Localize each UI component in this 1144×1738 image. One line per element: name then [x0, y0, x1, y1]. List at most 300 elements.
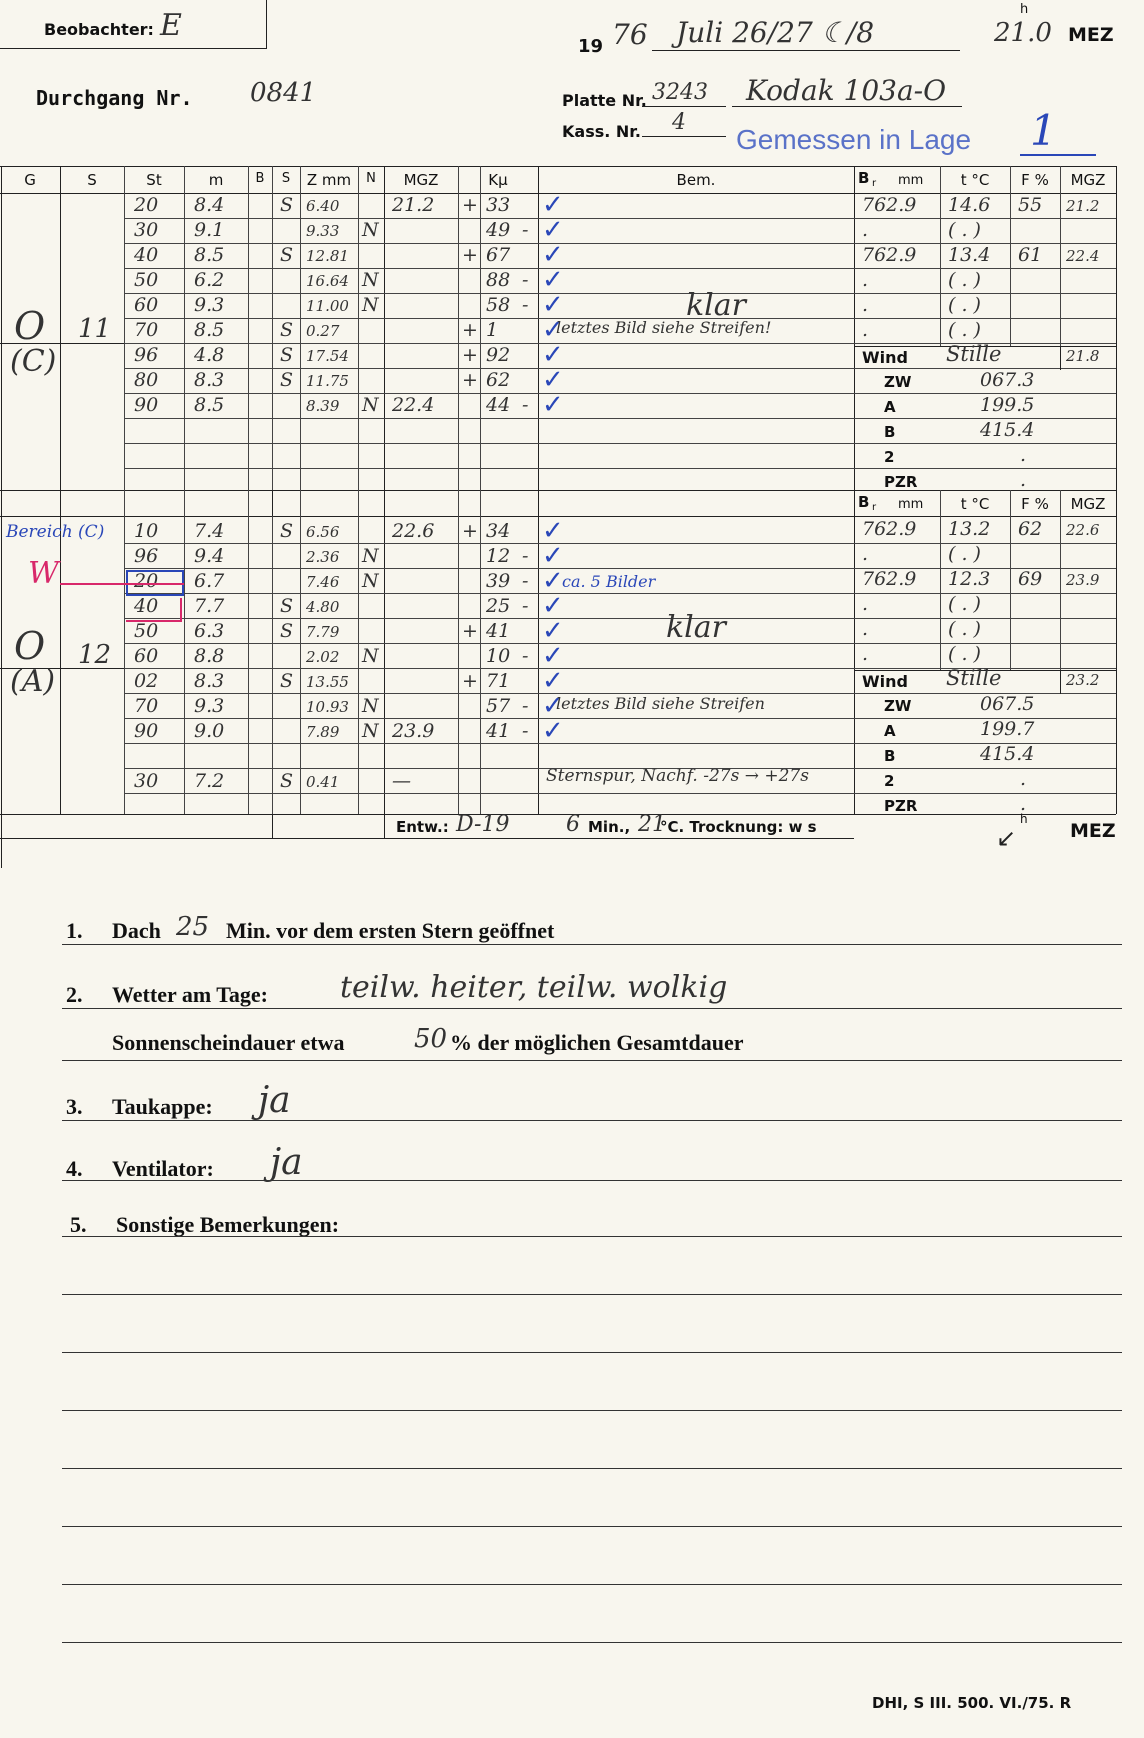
baro-cell: .	[862, 294, 869, 316]
q2b-line	[62, 1060, 1122, 1061]
stamp-underline	[1020, 154, 1096, 156]
header-f: F %	[1021, 171, 1049, 189]
header-br-unit: mm	[898, 173, 924, 188]
col-line-5	[300, 166, 301, 814]
mgz-cell: —	[392, 770, 411, 792]
m-cell: 4.8	[194, 344, 225, 366]
q2-num: 2.	[66, 982, 83, 1007]
k-cell: 12	[486, 545, 511, 567]
st-cell: 40	[134, 595, 159, 617]
col-line-11	[854, 166, 855, 814]
q2-line	[62, 1008, 1122, 1009]
check-mark-icon: ✓	[542, 716, 564, 746]
s-flag-cell: S	[280, 369, 294, 391]
entw-end-sup: h	[1020, 812, 1028, 826]
humidity-cell: 62	[1018, 518, 1043, 540]
humidity-cell: 61	[1018, 244, 1043, 266]
st-cell: 20	[134, 194, 159, 216]
rcol-a-1	[1010, 166, 1011, 346]
st-cell: 96	[134, 545, 159, 567]
wind-mgz: 21.8	[1066, 347, 1100, 365]
kass-line	[642, 136, 726, 137]
st-cell: 70	[134, 319, 159, 341]
m-cell: 9.1	[194, 219, 225, 241]
temp-cell: ( . )	[948, 269, 981, 291]
s1-rrow-line-1	[854, 218, 1116, 219]
z-cell: 8.39	[306, 397, 340, 415]
pzr-value: .	[1020, 469, 1027, 491]
temp-cell: ( . )	[948, 319, 981, 341]
q1-num: 1.	[66, 918, 83, 943]
col-line-2	[184, 166, 185, 814]
q3-label: Taukappe:	[112, 1094, 213, 1119]
entw-label: Entw.:	[396, 818, 449, 836]
entw-dev: D-19	[456, 812, 510, 837]
k-cell: 34	[486, 520, 511, 542]
entw-col-0	[272, 814, 273, 838]
z-cell: 12.81	[306, 247, 349, 265]
g-sub: (C)	[10, 344, 57, 379]
date-text: Juli 26/27 ☾/8	[676, 16, 875, 49]
right-border	[1116, 166, 1117, 814]
k-cell: 58	[486, 294, 511, 316]
st-cell: 40	[134, 244, 159, 266]
z-cell: 0.41	[306, 773, 340, 791]
s-flag-cell: S	[280, 194, 294, 216]
s1-rrow-line-3	[854, 268, 1116, 269]
baro-cell: .	[862, 319, 869, 341]
g-sub: (A)	[10, 664, 56, 699]
time-value: 21.0	[994, 18, 1052, 48]
k-sign-cell: -	[522, 545, 529, 567]
q5-line-3	[62, 1352, 1122, 1353]
s-flag-cell: S	[280, 595, 294, 617]
header-n: N	[366, 171, 376, 186]
check-mark-icon: ✓	[542, 240, 564, 270]
k-sign-cell: -	[522, 595, 529, 617]
k-cell: 25	[486, 595, 511, 617]
sign-cell: +	[462, 620, 478, 642]
mgz-cell: 21.2	[392, 194, 435, 216]
n-cell: N	[362, 394, 379, 416]
st-cell: 70	[134, 695, 159, 717]
s1-rrow-line-4	[854, 293, 1116, 294]
check-mark-icon: ✓	[542, 591, 564, 621]
temp-cell: ( . )	[948, 294, 981, 316]
bem-stern-2: Sternspur, Nachf. -27s → +27s	[546, 766, 809, 786]
st-cell: 90	[134, 394, 159, 416]
q2-value: teilw. heiter, teilw. wolkig	[340, 970, 728, 1005]
m-cell: 9.4	[194, 545, 225, 567]
q5-line-6	[62, 1526, 1122, 1527]
st-cell: 60	[134, 294, 159, 316]
entw-end-tz: MEZ	[1070, 820, 1116, 842]
a-value: 199.7	[980, 718, 1035, 740]
m-cell: 6.7	[194, 570, 225, 592]
st-cell: 50	[134, 620, 159, 642]
pzr-label: PZR	[884, 797, 918, 815]
wind-mgz: 23.2	[1066, 671, 1100, 689]
k-cell: 49	[486, 219, 511, 241]
s1-row-line-9	[124, 418, 854, 419]
bereich-note: Bereich (C)	[6, 522, 105, 542]
m-cell: 7.4	[194, 520, 225, 542]
k-sign-cell: -	[522, 219, 529, 241]
z-cell: 11.75	[306, 372, 349, 390]
s2-row-line-9	[124, 743, 854, 744]
header-s: S	[87, 171, 97, 189]
rcol-a-2	[1060, 166, 1061, 346]
n-cell: N	[362, 545, 379, 567]
b-value: 415.4	[980, 419, 1035, 441]
n-cell: N	[362, 294, 379, 316]
rcol-a-0	[940, 166, 941, 346]
temp-cell: 14.6	[948, 194, 991, 216]
kass-label: Kass. Nr.	[562, 122, 641, 141]
header-br: B	[858, 169, 870, 187]
entw-top	[0, 814, 854, 815]
baro-cell: .	[862, 593, 869, 615]
baro-cell: 762.9	[862, 194, 917, 216]
st-cell: 80	[134, 369, 159, 391]
z-cell: 6.40	[306, 197, 340, 215]
s2-row-line-11	[124, 793, 854, 794]
z-cell: 13.55	[306, 673, 349, 691]
q5-line-1	[62, 1236, 1122, 1237]
entw-min: 6	[566, 812, 580, 837]
st-cell: 30	[134, 219, 159, 241]
m-cell: 9.0	[194, 720, 225, 742]
durchgang-value: 0841	[250, 78, 317, 108]
s-value: 12	[78, 640, 112, 670]
q2b-value: 50	[414, 1024, 448, 1054]
z-cell: 7.79	[306, 623, 340, 641]
temp-cell: ( . )	[948, 593, 981, 615]
b-label: B	[884, 747, 896, 765]
s1-wind-mgz-v	[1060, 346, 1061, 370]
m-cell: 6.2	[194, 269, 225, 291]
b-label: B	[884, 423, 896, 441]
s2-row-line-2	[124, 568, 854, 569]
b-value: 415.4	[980, 743, 1035, 765]
check-mark-icon: ✓	[542, 616, 564, 646]
m-cell: 9.3	[194, 695, 225, 717]
g-value: O	[14, 304, 46, 348]
temp-cell: 12.3	[948, 568, 991, 590]
s-flag-cell: S	[280, 770, 294, 792]
s2-rrow-line-1	[854, 543, 1116, 544]
kass-value: 4	[672, 110, 686, 135]
sign-cell: +	[462, 194, 478, 216]
st-cell: 30	[134, 770, 159, 792]
s1-rrow-line-5	[854, 318, 1116, 319]
check-mark-icon: ✓	[542, 666, 564, 696]
q3-num: 3.	[66, 1094, 83, 1119]
header-f-2: F %	[1021, 495, 1049, 513]
s1-rrow-line-11	[854, 468, 1116, 469]
a-value: 199.5	[980, 394, 1035, 416]
check-mark-icon: ✓	[542, 315, 564, 345]
weather-mgz-cell: 22.6	[1066, 521, 1100, 539]
humidity-cell: 69	[1018, 568, 1043, 590]
check-mark-icon: ✓	[542, 215, 564, 245]
weather-mgz-cell: 22.4	[1066, 247, 1100, 265]
s-flag-cell: S	[280, 520, 294, 542]
temp-cell: 13.4	[948, 244, 991, 266]
weather-mgz-cell: 23.9	[1066, 571, 1100, 589]
header-br-2: B	[858, 493, 870, 511]
z-cell: 7.46	[306, 573, 340, 591]
year-prefix: 19	[578, 36, 604, 57]
s2-row-line-4	[124, 618, 854, 619]
s2-row-line-5	[124, 643, 854, 644]
st-cell: 50	[134, 269, 159, 291]
entw-min-label: Min.,	[588, 818, 631, 836]
check-mark-icon: ✓	[542, 265, 564, 295]
header-br-sub-2: r	[872, 502, 877, 513]
bem-klar-2: klar	[666, 610, 726, 645]
pzr-value: .	[1020, 793, 1027, 815]
m-cell: 7.7	[194, 595, 225, 617]
s2-wind-mgz-v	[1060, 670, 1061, 694]
s-flag-cell: S	[280, 244, 294, 266]
q5-line-2	[62, 1294, 1122, 1295]
gemessen-stamp: Gemessen in Lage	[736, 124, 972, 155]
z-cell: 7.89	[306, 723, 340, 741]
n-cell: N	[362, 645, 379, 667]
m-cell: 6.3	[194, 620, 225, 642]
k-cell: 92	[486, 344, 511, 366]
k-cell: 10	[486, 645, 511, 667]
baro-cell: .	[862, 543, 869, 565]
s2-rrow-line-3	[854, 593, 1116, 594]
durchgang-label: Durchgang Nr.	[36, 86, 193, 110]
s-flag-cell: S	[280, 670, 294, 692]
k-cell: 41	[486, 620, 511, 642]
k-sign-cell: -	[522, 394, 529, 416]
s1-row-line-11	[124, 468, 854, 469]
left-border	[1, 166, 2, 868]
q1-value: 25	[176, 912, 210, 942]
m-cell: 9.3	[194, 294, 225, 316]
header-mgz2: MGZ	[1070, 171, 1106, 189]
k-sign-cell: -	[522, 695, 529, 717]
k-sign-cell: -	[522, 645, 529, 667]
q5-num: 5.	[70, 1212, 87, 1237]
bem-extra-2: ca. 5 Bilder	[562, 572, 656, 591]
pink-box-annotation	[126, 598, 182, 622]
table-top-border	[0, 166, 1116, 167]
temp-cell: ( . )	[948, 543, 981, 565]
col-line-9	[480, 166, 481, 814]
sign-cell: +	[462, 244, 478, 266]
k-cell: 1	[486, 319, 499, 341]
s2-rrow-line-4	[854, 618, 1116, 619]
temp-cell: ( . )	[948, 643, 981, 665]
col-line-8	[458, 166, 459, 814]
q5-line-5	[62, 1468, 1122, 1469]
header-st: St	[146, 171, 162, 189]
z-cell: 9.33	[306, 222, 340, 240]
k-sign-cell: -	[522, 570, 529, 592]
col-line-10	[538, 166, 539, 814]
k-cell: 88	[486, 269, 511, 291]
header-t: t °C	[960, 171, 990, 189]
z-cell: 4.80	[306, 598, 340, 616]
check-mark-icon: ✓	[542, 516, 564, 546]
k-cell: 71	[486, 670, 511, 692]
a-label: A	[884, 722, 896, 740]
q3-value: ja	[258, 1080, 291, 1121]
q4-line	[62, 1180, 1122, 1181]
header-br-unit-2: mm	[898, 497, 924, 512]
w-mark: W	[28, 556, 59, 591]
n-cell: N	[362, 219, 379, 241]
q3-line	[62, 1120, 1122, 1121]
s1-rrow-line-10	[854, 443, 1116, 444]
z-cell: 2.02	[306, 648, 340, 666]
bem-note-1: letztes Bild siehe Streifen!	[556, 318, 772, 337]
z-cell: 2.36	[306, 548, 340, 566]
m-cell: 8.3	[194, 670, 225, 692]
m-cell: 8.5	[194, 394, 225, 416]
q2-label: Wetter am Tage:	[112, 982, 269, 1007]
date-line	[652, 50, 960, 51]
temp-cell: ( . )	[948, 219, 981, 241]
s-value: 11	[78, 314, 112, 344]
header-g: G	[24, 171, 36, 189]
check-mark-icon: ✓	[542, 566, 564, 596]
header-br-sub: r	[872, 178, 877, 189]
s2-rrow-line-11	[854, 793, 1116, 794]
observer-value: E	[160, 8, 182, 43]
entw-temp-label: °C. Trocknung: w s	[660, 818, 817, 836]
check-mark-icon: ✓	[542, 365, 564, 395]
platte-value: 3243	[652, 80, 708, 105]
s-flag-cell: S	[280, 620, 294, 642]
q1-post: Min. vor dem ersten Stern geöffnet	[226, 918, 555, 943]
two-value: .	[1020, 444, 1027, 466]
q4-num: 4.	[66, 1156, 83, 1181]
mgz-cell: 22.4	[392, 394, 435, 416]
wind-value: Stille	[946, 666, 1002, 690]
observer-label: Beobachter:	[44, 20, 154, 39]
header-zmm: Z mm	[306, 171, 352, 189]
q5-line-7	[62, 1584, 1122, 1585]
weather-mgz-cell: 21.2	[1066, 197, 1100, 215]
baro-cell: .	[862, 219, 869, 241]
header-b: B	[255, 171, 265, 186]
gemessen-stamp-value: 1	[1030, 106, 1057, 155]
q2b-pre: Sonnenscheindauer etwa	[112, 1030, 345, 1055]
platte-type: Kodak 103a-O	[746, 74, 947, 107]
pink-line-annotation	[60, 583, 184, 585]
s-flag-cell: S	[280, 344, 294, 366]
table-bottom	[0, 838, 854, 839]
k-cell: 39	[486, 570, 511, 592]
k-sign-cell: -	[522, 294, 529, 316]
s2-rrow-line-10	[854, 768, 1116, 769]
zw-label: ZW	[884, 697, 912, 715]
m-cell: 8.8	[194, 645, 225, 667]
n-cell: N	[362, 695, 379, 717]
header-s2: S	[281, 171, 291, 186]
q2b-post: % der möglichen Gesamtdauer	[450, 1030, 744, 1055]
g-value: O	[14, 624, 46, 668]
m-cell: 7.2	[194, 770, 225, 792]
st-cell: 02	[134, 670, 159, 692]
baro-cell: .	[862, 643, 869, 665]
mgz-cell: 23.9	[392, 720, 435, 742]
time-zone: MEZ	[1068, 24, 1114, 46]
check-mark-icon: ✓	[542, 190, 564, 220]
k-sign-cell: -	[522, 720, 529, 742]
divbox-a	[272, 490, 273, 516]
k-cell: 57	[486, 695, 511, 717]
st-cell: 60	[134, 645, 159, 667]
check-mark-icon: ✓	[542, 691, 564, 721]
st-cell: 90	[134, 720, 159, 742]
baro-cell: 762.9	[862, 244, 917, 266]
pzr-label: PZR	[884, 473, 918, 491]
q5-line-8	[62, 1642, 1122, 1643]
wind-label: Wind	[862, 348, 908, 367]
entw-col-1	[384, 814, 385, 838]
col-line-0	[60, 166, 61, 814]
s2-row-line-8	[124, 718, 854, 719]
col-line-6	[358, 166, 359, 814]
two-label: 2	[884, 448, 895, 466]
s2-row-line-6	[124, 668, 854, 669]
baro-cell: 762.9	[862, 518, 917, 540]
zw-value: 067.5	[980, 693, 1035, 715]
header-m: m	[208, 171, 224, 189]
m-cell: 8.3	[194, 369, 225, 391]
n-cell: N	[362, 570, 379, 592]
wind-value: Stille	[946, 342, 1002, 366]
check-mark-icon: ✓	[542, 340, 564, 370]
s2-row-line-1	[124, 543, 854, 544]
bem-note-2: letztes Bild siehe Streifen	[556, 694, 765, 713]
s1-row-line-10	[124, 443, 854, 444]
entw-temp: 21	[638, 812, 666, 837]
n-cell: N	[362, 269, 379, 291]
sign-cell: +	[462, 520, 478, 542]
k-cell: 33	[486, 194, 511, 216]
k-cell: 62	[486, 369, 511, 391]
header-mgz: MGZ	[403, 171, 439, 189]
check-mark-icon: ✓	[542, 641, 564, 671]
z-cell: 16.64	[306, 272, 349, 290]
col-line-3	[248, 166, 249, 814]
temp-cell: ( . )	[948, 618, 981, 640]
baro-cell: .	[862, 618, 869, 640]
two-label: 2	[884, 772, 895, 790]
n-cell: N	[362, 720, 379, 742]
bem-klar-1: klar	[686, 288, 746, 323]
zw-label: ZW	[884, 373, 912, 391]
m-cell: 8.5	[194, 319, 225, 341]
z-cell: 0.27	[306, 322, 340, 340]
header-t-2: t °C	[960, 495, 990, 513]
q1-pre: Dach	[112, 918, 161, 943]
q5-line-4	[62, 1410, 1122, 1411]
sign-cell: +	[462, 670, 478, 692]
section-divider-top	[0, 490, 1116, 491]
baro-cell: .	[862, 269, 869, 291]
s2-row-line-3	[124, 593, 854, 594]
st-cell: 10	[134, 520, 159, 542]
